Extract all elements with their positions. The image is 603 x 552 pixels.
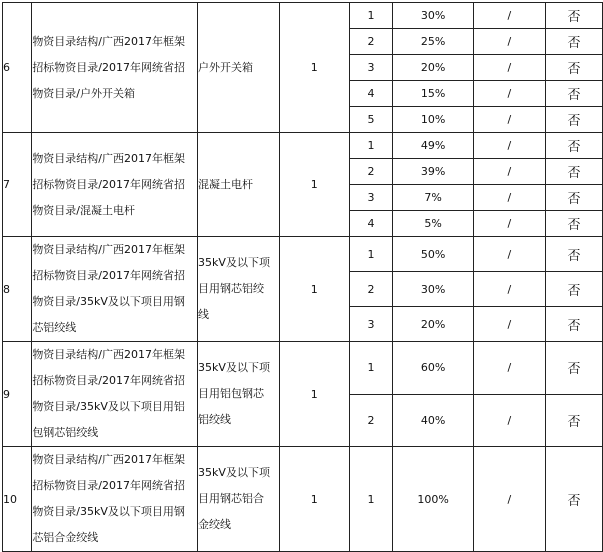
path-line: 招标物资目录/2017年网统省招 (32, 374, 186, 387)
sub-index-cell: 1 (349, 447, 393, 552)
flag-cell: 否 (545, 237, 602, 272)
sub-index-cell: 1 (349, 133, 393, 159)
flag-cell: 否 (545, 159, 602, 185)
sub-index-cell: 3 (349, 185, 393, 211)
catalog-path-cell (32, 237, 198, 342)
name-line: 目用钢芯铝合 (198, 492, 265, 505)
share-percent-cell: 49% (393, 133, 473, 159)
quantity-cell: 1 (279, 3, 349, 133)
share-percent-cell: 40% (393, 394, 473, 447)
flag-cell: 否 (545, 185, 602, 211)
slash-cell: / (473, 81, 545, 107)
flag-cell: 否 (545, 342, 602, 395)
name-line: 35kV及以下项 (198, 361, 270, 374)
path-line: 招标物资目录/2017年网统省招 (32, 269, 186, 282)
path-line: 物资目录/混凝土电杆 (32, 203, 136, 217)
slash-cell: / (473, 133, 545, 159)
slash-cell: / (473, 447, 545, 552)
sub-index-cell: 1 (349, 237, 393, 272)
path-line: 物资目录/35kV及以下项目用钢 (32, 295, 185, 308)
slash-cell: / (473, 55, 545, 81)
flag-cell: 否 (545, 3, 602, 29)
path-line: 芯铝绞线 (32, 321, 77, 334)
flag-cell: 否 (545, 55, 602, 81)
table-row (3, 3, 603, 29)
slash-cell: / (473, 237, 545, 272)
path-line: 物资目录结构/广西2017年框架 (32, 151, 186, 165)
name-line: 目用铝包钢芯 (198, 387, 265, 400)
catalog-path-cell (32, 3, 198, 133)
procurement-table (2, 2, 603, 552)
slash-cell: / (473, 107, 545, 133)
item-number-cell: 7 (3, 133, 32, 237)
item-number-cell: 10 (3, 447, 32, 552)
share-percent-cell: 50% (393, 237, 473, 272)
material-name-cell (198, 447, 280, 552)
name-line: 线 (198, 308, 210, 321)
path-line: 物资目录结构/广西2017年框架 (32, 348, 186, 361)
item-number-cell: 8 (3, 237, 32, 342)
share-percent-cell: 7% (393, 185, 473, 211)
item-number-cell: 9 (3, 342, 32, 447)
flag-cell: 否 (545, 394, 602, 447)
path-line: 包钢芯铝绞线 (32, 426, 99, 439)
table-row (3, 237, 603, 272)
table-row (3, 342, 603, 395)
item-number-cell: 6 (3, 3, 32, 133)
share-percent-cell: 60% (393, 342, 473, 395)
slash-cell: / (473, 342, 545, 395)
material-name-cell (198, 133, 280, 237)
slash-cell: / (473, 307, 545, 342)
share-percent-cell: 20% (393, 307, 473, 342)
share-percent-cell: 100% (393, 447, 473, 552)
material-name-cell (198, 342, 280, 447)
path-line: 物资目录/户外开关箱 (32, 86, 136, 100)
sub-index-cell: 2 (349, 394, 393, 447)
sub-index-cell: 2 (349, 272, 393, 307)
flag-cell: 否 (545, 107, 602, 133)
slash-cell: / (473, 272, 545, 307)
quantity-cell: 1 (279, 447, 349, 552)
quantity-cell: 1 (279, 133, 349, 237)
flag-cell: 否 (545, 81, 602, 107)
catalog-path-cell (32, 447, 198, 552)
share-percent-cell: 25% (393, 29, 473, 55)
quantity-cell: 1 (279, 237, 349, 342)
flag-cell: 否 (545, 211, 602, 237)
material-name-cell (198, 237, 280, 342)
slash-cell: / (473, 185, 545, 211)
slash-cell: / (473, 159, 545, 185)
name-line: 35kV及以下项 (198, 256, 270, 269)
path-line: 物资目录结构/广西2017年框架 (32, 453, 186, 466)
path-line: 物资目录结构/广西2017年框架 (32, 34, 186, 48)
sub-index-cell: 2 (349, 159, 393, 185)
flag-cell: 否 (545, 133, 602, 159)
name-line: 35kV及以下项 (198, 466, 270, 479)
name-line: 户外开关箱 (198, 60, 254, 74)
path-line: 芯铝合金绞线 (32, 531, 99, 544)
name-line: 金绞线 (198, 518, 232, 531)
quantity-cell: 1 (279, 342, 349, 447)
share-percent-cell: 15% (393, 81, 473, 107)
name-line: 混凝土电杆 (198, 177, 254, 191)
catalog-path-cell (32, 342, 198, 447)
path-line: 物资目录结构/广西2017年框架 (32, 243, 186, 256)
path-line: 招标物资目录/2017年网统省招 (32, 60, 186, 74)
path-line: 招标物资目录/2017年网统省招 (32, 177, 186, 191)
path-line: 物资目录/35kV及以下项目用铝 (32, 400, 185, 413)
share-percent-cell: 10% (393, 107, 473, 133)
sub-index-cell: 4 (349, 211, 393, 237)
sub-index-cell: 5 (349, 107, 393, 133)
table-row (3, 133, 603, 159)
sub-index-cell: 2 (349, 29, 393, 55)
share-percent-cell: 30% (393, 272, 473, 307)
name-line: 铝绞线 (198, 413, 232, 426)
slash-cell: / (473, 3, 545, 29)
path-line: 物资目录/35kV及以下项目用钢 (32, 505, 185, 518)
sub-index-cell: 1 (349, 3, 393, 29)
flag-cell: 否 (545, 272, 602, 307)
catalog-path-cell (32, 133, 198, 237)
share-percent-cell: 5% (393, 211, 473, 237)
flag-cell: 否 (545, 447, 602, 552)
share-percent-cell: 30% (393, 3, 473, 29)
path-line: 招标物资目录/2017年网统省招 (32, 479, 186, 492)
flag-cell: 否 (545, 29, 602, 55)
name-line: 目用钢芯铝绞 (198, 282, 265, 295)
slash-cell: / (473, 394, 545, 447)
material-name-cell (198, 3, 280, 133)
sub-index-cell: 4 (349, 81, 393, 107)
sub-index-cell: 3 (349, 307, 393, 342)
slash-cell: / (473, 29, 545, 55)
slash-cell: / (473, 211, 545, 237)
table-body (3, 3, 603, 552)
share-percent-cell: 20% (393, 55, 473, 81)
table-row (3, 447, 603, 552)
sub-index-cell: 1 (349, 342, 393, 395)
share-percent-cell: 39% (393, 159, 473, 185)
sub-index-cell: 3 (349, 55, 393, 81)
flag-cell: 否 (545, 307, 602, 342)
